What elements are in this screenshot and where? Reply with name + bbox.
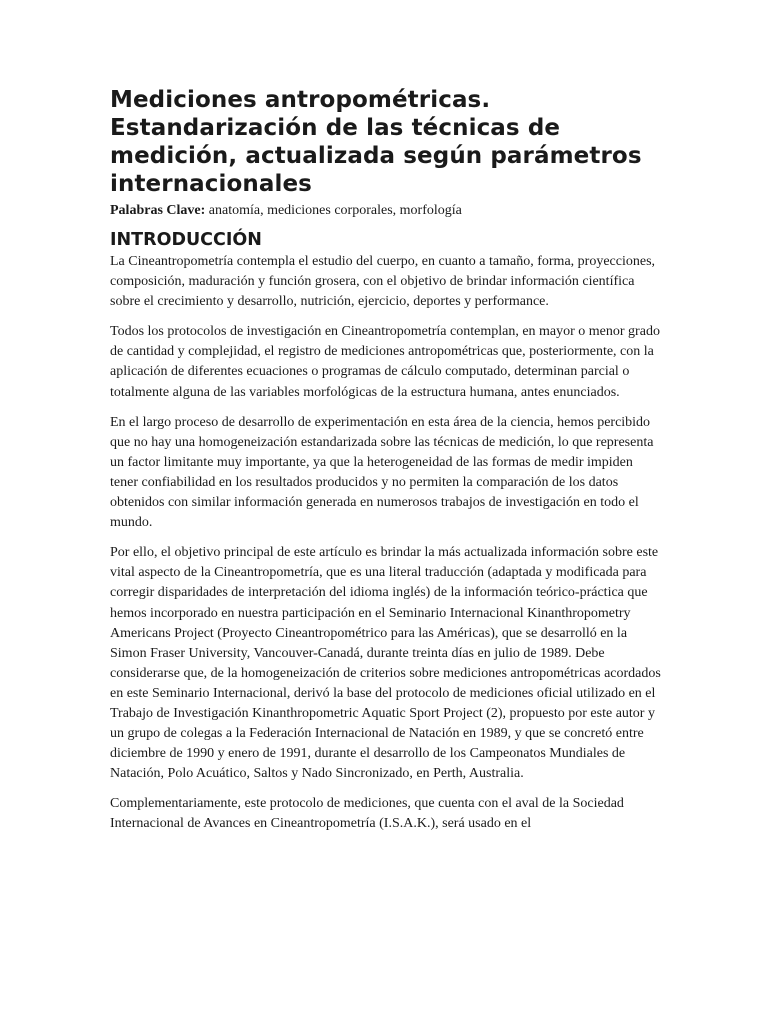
paragraph-3: En el largo proceso de desarrollo de experimentación en esta área de la ciencia, hemos percibido que no hay una homogeneización estandarizada sobre las técnicas de medición, lo que representa un factor limitante muy importante, ya que la heterogeneidad de las formas de medir impiden tener confiabilidad en los resultados producidos y no permiten la comparación de los datos obtenidos con similar información generada en numerosos trabajos de investigación en todo el mundo. <box>110 414 654 531</box>
keywords-line <box>110 202 662 220</box>
paragraph-4: Por ello, el objetivo principal de este artículo es brindar la más actualizada información sobre este vital aspecto de la Cineantropometría, que es una literal traducción (adaptada y modificada para corregir disparidades de interpretación del idioma inglés) de la información teórico-práctica que hemos incorporado en nuestra participación en el Seminario Internacional Kinanthropometry Americans Project (Proyecto Cineantropométrico para las Américas), que se desarrolló en la Simon Fraser University, Vancouver-Canadá, durante treinta días en julio de 1989. Debe considerarse que, de la homogeneización de criterios sobre mediciones antropométricas acordados en este Seminario Internacional, derivó la base del protocolo de mediciones oficial utilizado en el Trabajo de Investigación Kinanthropometric Aquatic Sport Project (2), propuesto por este autor y un grupo de colegas a la Federación Internacional de Natación en 1989, y que se concretó entre diciembre de 1990 y enero de 1991, durante el desarrollo de los Campeonatos Mundiales de Natación, Polo Acuático, Saltos y Nado Sincronizado, en Perth, Australia. <box>110 545 661 782</box>
document-title: Mediciones antropométricas. Estandarización de las técnicas de medición, actualizada según parámetros internacionales <box>110 87 642 197</box>
document-page <box>110 86 662 845</box>
keywords-value: anatomía, mediciones corporales, morfología <box>205 203 462 218</box>
paragraph-2: Todos los protocolos de investigación en Cineantropometría contemplan, en mayor o menor grado de cantidad y complejidad, el registro de mediciones antropométricas que, posteriormente, con la aplicación de diferentes ecuaciones o programas de cálculo computado, determinan parcial o totalmente alguna de las variables morfológicas de la estructura humana, antes enunciados. <box>110 324 660 400</box>
keywords-label: Palabras Clave: <box>110 203 206 218</box>
paragraph-1: La Cineantropometría contempla el estudio del cuerpo, en cuanto a tamaño, forma, proyecciones, composición, maduración y función grosera, con el objetivo de brindar información científica sobre el crecimiento y desarrollo, nutrición, ejercicio, deportes y performance. <box>110 254 656 310</box>
paragraph-5: Complementariamente, este protocolo de mediciones, que cuenta con el aval de la Sociedad Internacional de Avances en Cineantropometría (I.S.A.K.), será usado en el <box>110 796 624 832</box>
section-heading-introduccion: INTRODUCCIÓN <box>110 230 262 250</box>
